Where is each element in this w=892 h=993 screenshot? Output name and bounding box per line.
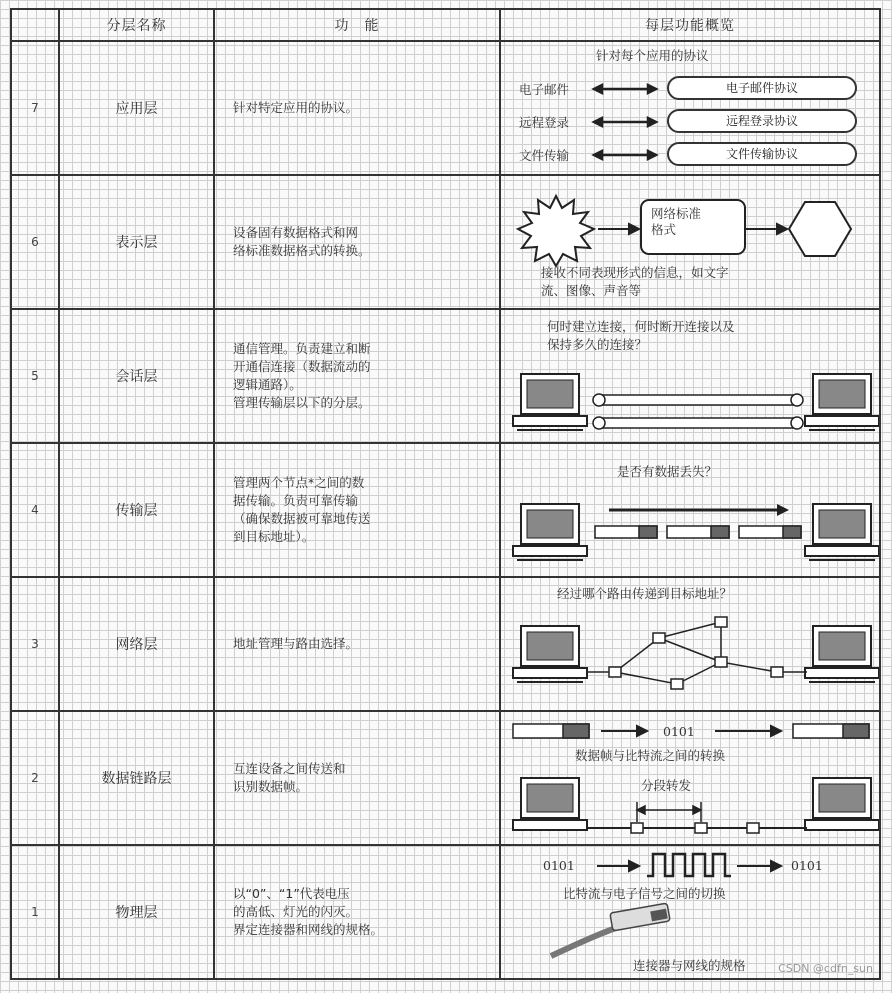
- computer-icon: [513, 504, 587, 560]
- standard-format-box: 网络标准 格式: [651, 206, 702, 237]
- computer-icon: [513, 374, 587, 430]
- layer-number: 3: [11, 577, 59, 711]
- header-overview: 每层功能概览: [500, 9, 880, 41]
- protocol-pill: 电子邮件协议: [667, 76, 857, 100]
- layer-row-3: [11, 577, 880, 711]
- layer-name: 会话层: [59, 309, 214, 443]
- bitstream-label: 0101: [663, 724, 695, 739]
- layer-name: 网络层: [59, 577, 214, 711]
- osi-layers-table: [10, 8, 881, 980]
- protocol-pill: 文件传输协议: [667, 142, 857, 166]
- overview-caption: 数据帧与比特流之间的转换: [575, 748, 726, 763]
- burst-shape: [518, 196, 594, 266]
- layer-number: 2: [11, 711, 59, 845]
- layer-row-4: [11, 443, 880, 577]
- session-diagram: [501, 310, 880, 443]
- computer-icon: [513, 626, 587, 682]
- layer-function: 管理两个节点*之间的数 据传输。负责可靠传输 （确保数据被可靠地传送 到目标地址）。: [233, 475, 371, 544]
- hexagon-shape: [789, 202, 851, 256]
- header-layer-name: 分层名称: [59, 9, 214, 41]
- overview-caption: 经过哪个路由传递到目标地址？: [557, 586, 733, 601]
- bitstream-label: 0101: [791, 858, 823, 873]
- computer-icon: [805, 504, 879, 560]
- overview-caption: 何时建立连接，何时断开连接以及 保持多久的连接？: [547, 319, 735, 352]
- layer-row-5: [11, 309, 880, 443]
- layer-number: 5: [11, 309, 59, 443]
- layer-function: 互连设备之间传送和 识别数据帧。: [233, 761, 346, 794]
- layer-row-6: [11, 175, 880, 309]
- computer-icon: [805, 626, 879, 682]
- layer-function: 设备固有数据格式和网 络标准数据格式的转换。: [233, 225, 371, 258]
- routing-diagram: [501, 578, 880, 711]
- layer-function: 以“0”、“1”代表电压 的高低、灯光的闪灭。 界定连接器和网线的规格。: [233, 886, 384, 937]
- overview-caption: 比特流与电子信号之间的切换: [563, 886, 726, 901]
- computer-icon: [805, 778, 879, 830]
- bitstream-label: 0101: [543, 858, 575, 873]
- layer-row-1: [11, 845, 880, 979]
- app-label: 远程登录: [519, 115, 570, 130]
- connector-icon: [551, 903, 670, 956]
- transport-diagram: [501, 444, 880, 577]
- layer-number: 7: [11, 41, 59, 175]
- layer-function: 地址管理与路由选择。: [233, 636, 359, 651]
- overview-network: [500, 577, 880, 711]
- header-number: [11, 9, 59, 41]
- layer-name: 应用层: [59, 41, 214, 175]
- layer-number: 4: [11, 443, 59, 577]
- segment-label: 分段转发: [641, 778, 692, 793]
- layer-number: 6: [11, 175, 59, 309]
- layer-name: 表示层: [59, 175, 214, 309]
- overview-caption: 接收不同表现形式的信息，如文字 流、图像、声音等: [541, 265, 729, 298]
- overview-caption: 是否有数据丢失？: [617, 464, 718, 479]
- layer-row-2: [11, 711, 880, 845]
- overview-presentation: [500, 175, 880, 309]
- protocol-pill: 远程登录协议: [667, 109, 857, 133]
- layer-function: 针对特定应用的协议。: [233, 100, 359, 115]
- layer-row-7: [11, 41, 880, 175]
- computer-icon: [513, 778, 587, 830]
- physical-diagram: [501, 846, 880, 979]
- overview-datalink: [500, 711, 880, 845]
- computer-icon: [805, 374, 879, 430]
- layer-number: 1: [11, 845, 59, 979]
- watermark: CSDN @cdfn_sun: [778, 962, 873, 975]
- overview-title: 针对每个应用的协议: [596, 48, 709, 63]
- overview-physical: [500, 845, 880, 979]
- layer-name: 数据链路层: [59, 711, 214, 845]
- layer-function: 通信管理。负责建立和断 开通信连接（数据流动的 逻辑通路）。 管理传输层以下的分层。: [233, 341, 371, 410]
- signal-waveform: [647, 854, 731, 876]
- datalink-diagram: [501, 712, 880, 845]
- header-function: 功 能: [214, 9, 500, 41]
- app-label: 电子邮件: [519, 82, 570, 97]
- overview-session: [500, 309, 880, 443]
- layer-name: 物理层: [59, 845, 214, 979]
- overview-transport: [500, 443, 880, 577]
- overview-application: [500, 41, 880, 175]
- app-label: 文件传输: [519, 148, 570, 163]
- header-row: [11, 9, 880, 41]
- layer-name: 传输层: [59, 443, 214, 577]
- overview-caption: 连接器与网线的规格: [633, 958, 746, 973]
